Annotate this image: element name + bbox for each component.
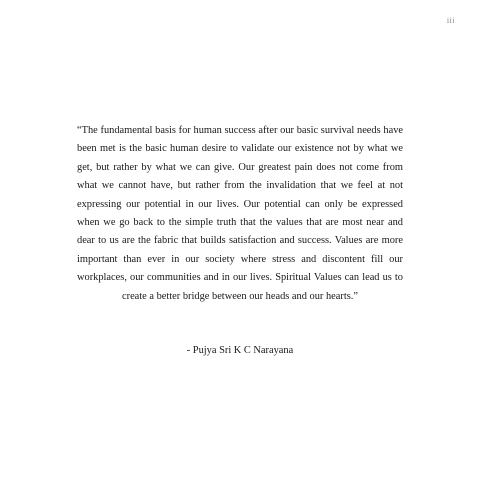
page-number: iii <box>446 16 455 25</box>
quote-text: “The fundamental basis for human success after our basic survival needs have been met is the basic human desire to validate our existence not by what we get, but rather by what we can give. Our greatest pain does not come from what we cannot have, but rather from the invalidation that we feel at not expressing our potential in our lives. Our potential can only be expressed when we go back to the simple truth that the values that are most near and dear to us are the fabric that builds satisfaction and success. Values are more important than ever in our society where stress and discontent fill our workplaces, our communities and in our lives. Spiritual Values can lead us to create a better bridge between our heads and our hearts.” <box>77 125 403 302</box>
quote-attribution: - Pujya Sri K C Narayana <box>186 345 294 356</box>
